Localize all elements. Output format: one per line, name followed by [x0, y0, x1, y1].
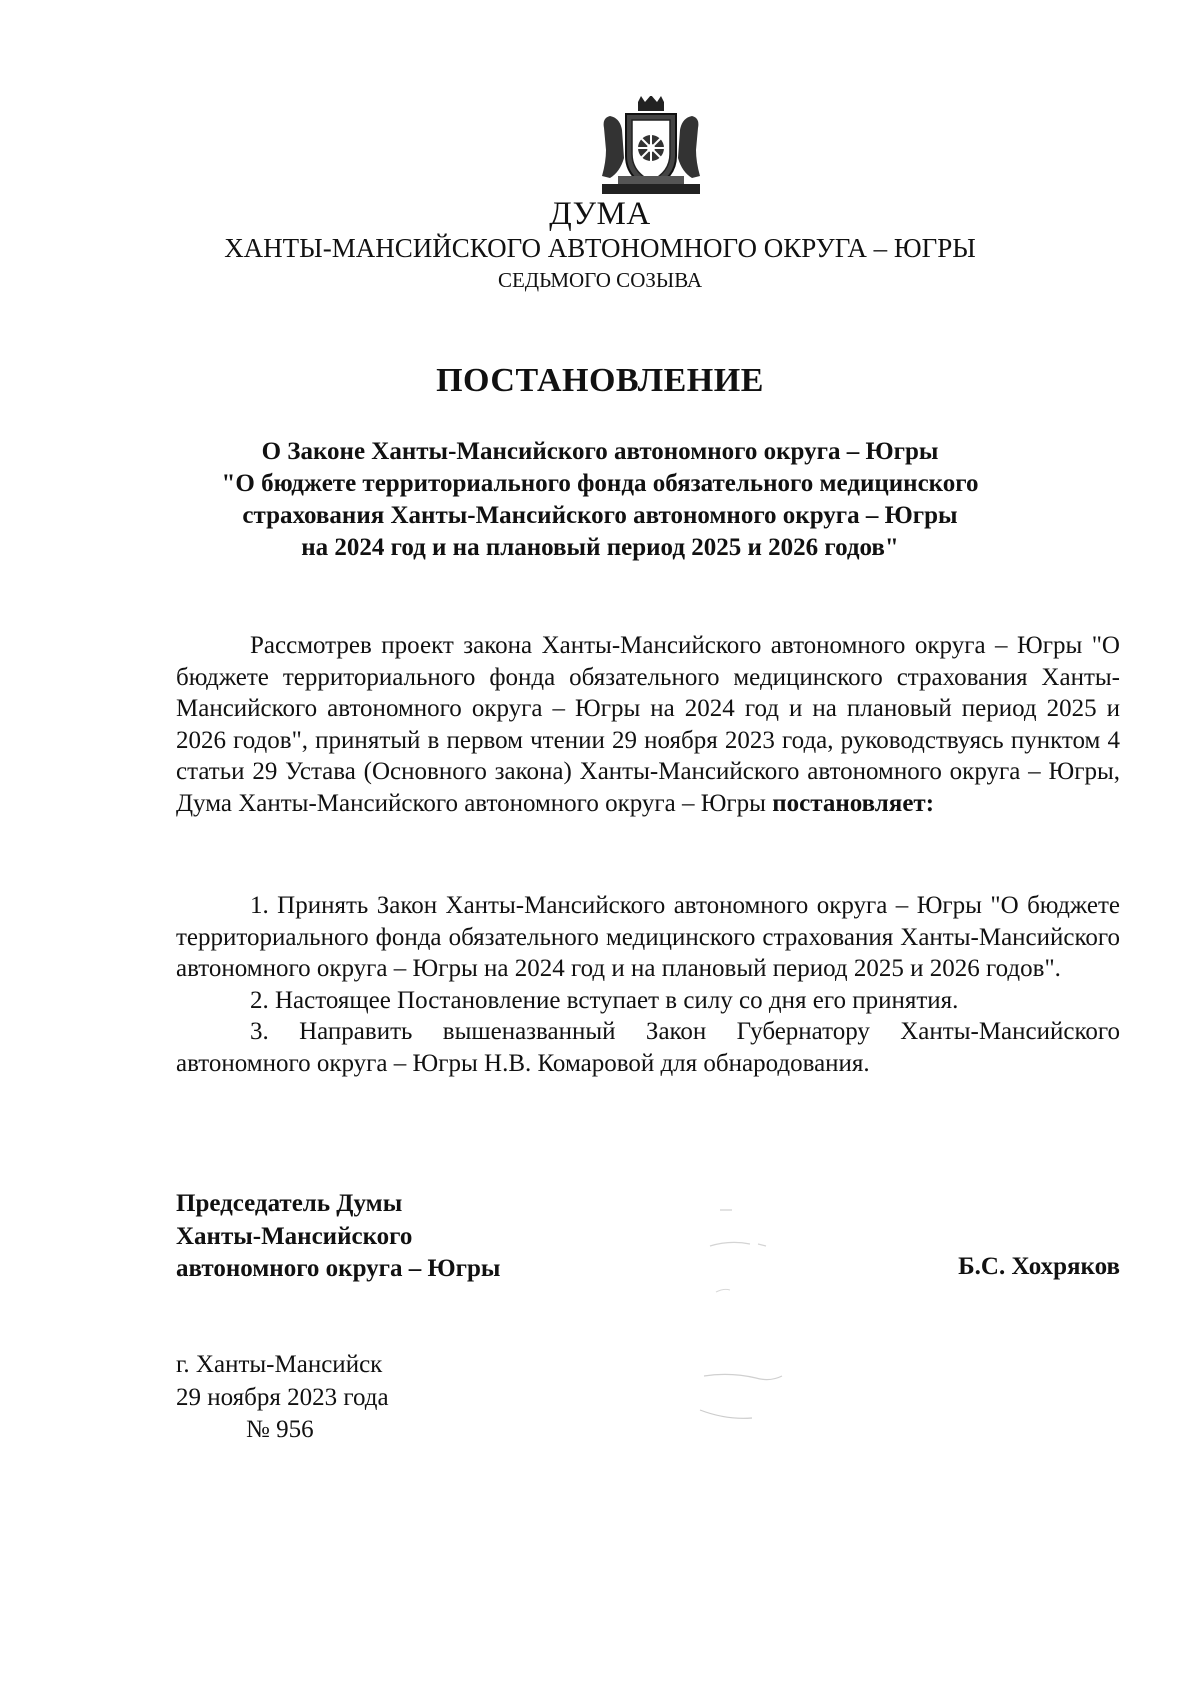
document-subject	[100, 436, 1100, 564]
signatory-position	[176, 1188, 500, 1286]
preamble-text: Рассмотрев проект закона Ханты-Мансийского автономного округа – Югры "О бюджете территориального фонда обязательного медицинского страхования Ханты-Мансийского автономного округа – Югры на 2024 год и на плановый период 2025 и 2026 годов", принятый в первом чтении 29 ноября 2023 года, руководствуясь пунктом 4 статьи 29 Устава (Основного закона) Ханты-Мансийского автономного округа – Югры, Дума Ханты-Мансийского автономного округа – Югры	[176, 632, 1120, 817]
preamble-resolves: постановляет:	[772, 789, 935, 817]
place-and-date	[176, 1349, 389, 1447]
org-region: ХАНТЫ-МАНСИЙСКОГО АВТОНОМНОГО ОКРУГА – ЮГРЫ	[224, 233, 976, 263]
resolution-items	[176, 890, 1120, 1080]
preamble-paragraph	[176, 630, 1120, 820]
subject-line: страхования Ханты-Мансийского автономного округа – Югры	[242, 502, 958, 529]
subject-line: на 2024 год и на плановый период 2025 и 2026 годов"	[301, 534, 899, 561]
org-name: ДУМА	[549, 196, 651, 232]
signatory-position-line: Председатель Думы	[176, 1190, 403, 1217]
document-type-heading: ПОСТАНОВЛЕНИЕ	[436, 362, 764, 399]
signatory-position-line: Ханты-Мансийского	[176, 1222, 413, 1250]
resolution-item: 2. Настоящее Постановление вступает в силу со дня его принятия.	[250, 986, 959, 1014]
coat-of-arms-emblem	[598, 96, 704, 200]
resolution-item: 1. Принять Закон Ханты-Мансийского автономного округа – Югры "О бюджете территориального фонда обязательного медицинского страхования Ханты-Мансийского автономного округа – Югры на 2024 год и на плановый период 2025 и 2026 годов".	[176, 892, 1120, 983]
signatory-position-line: автономного округа – Югры	[176, 1255, 501, 1282]
subject-line: "О бюджете территориального фонда обязательного медицинского	[221, 470, 979, 497]
place: г. Ханты-Мансийск	[176, 1351, 383, 1378]
convocation: СЕДЬМОГО СОЗЫВА	[497, 268, 703, 292]
signer-name: Б.С. Хохряков	[958, 1253, 1120, 1280]
subject-line: О Законе Ханты-Мансийского автономного округа – Югры	[261, 438, 939, 465]
document-number: № 956	[246, 1416, 314, 1443]
date: 29 ноября 2023 года	[176, 1383, 389, 1411]
faint-signature-mark	[690, 1196, 830, 1436]
resolution-item: 3. Направить вышеназванный Закон Губернатору Ханты-Мансийского автономного округа – Югры Н.В. Комаровой для обнародования.	[176, 1018, 1120, 1077]
